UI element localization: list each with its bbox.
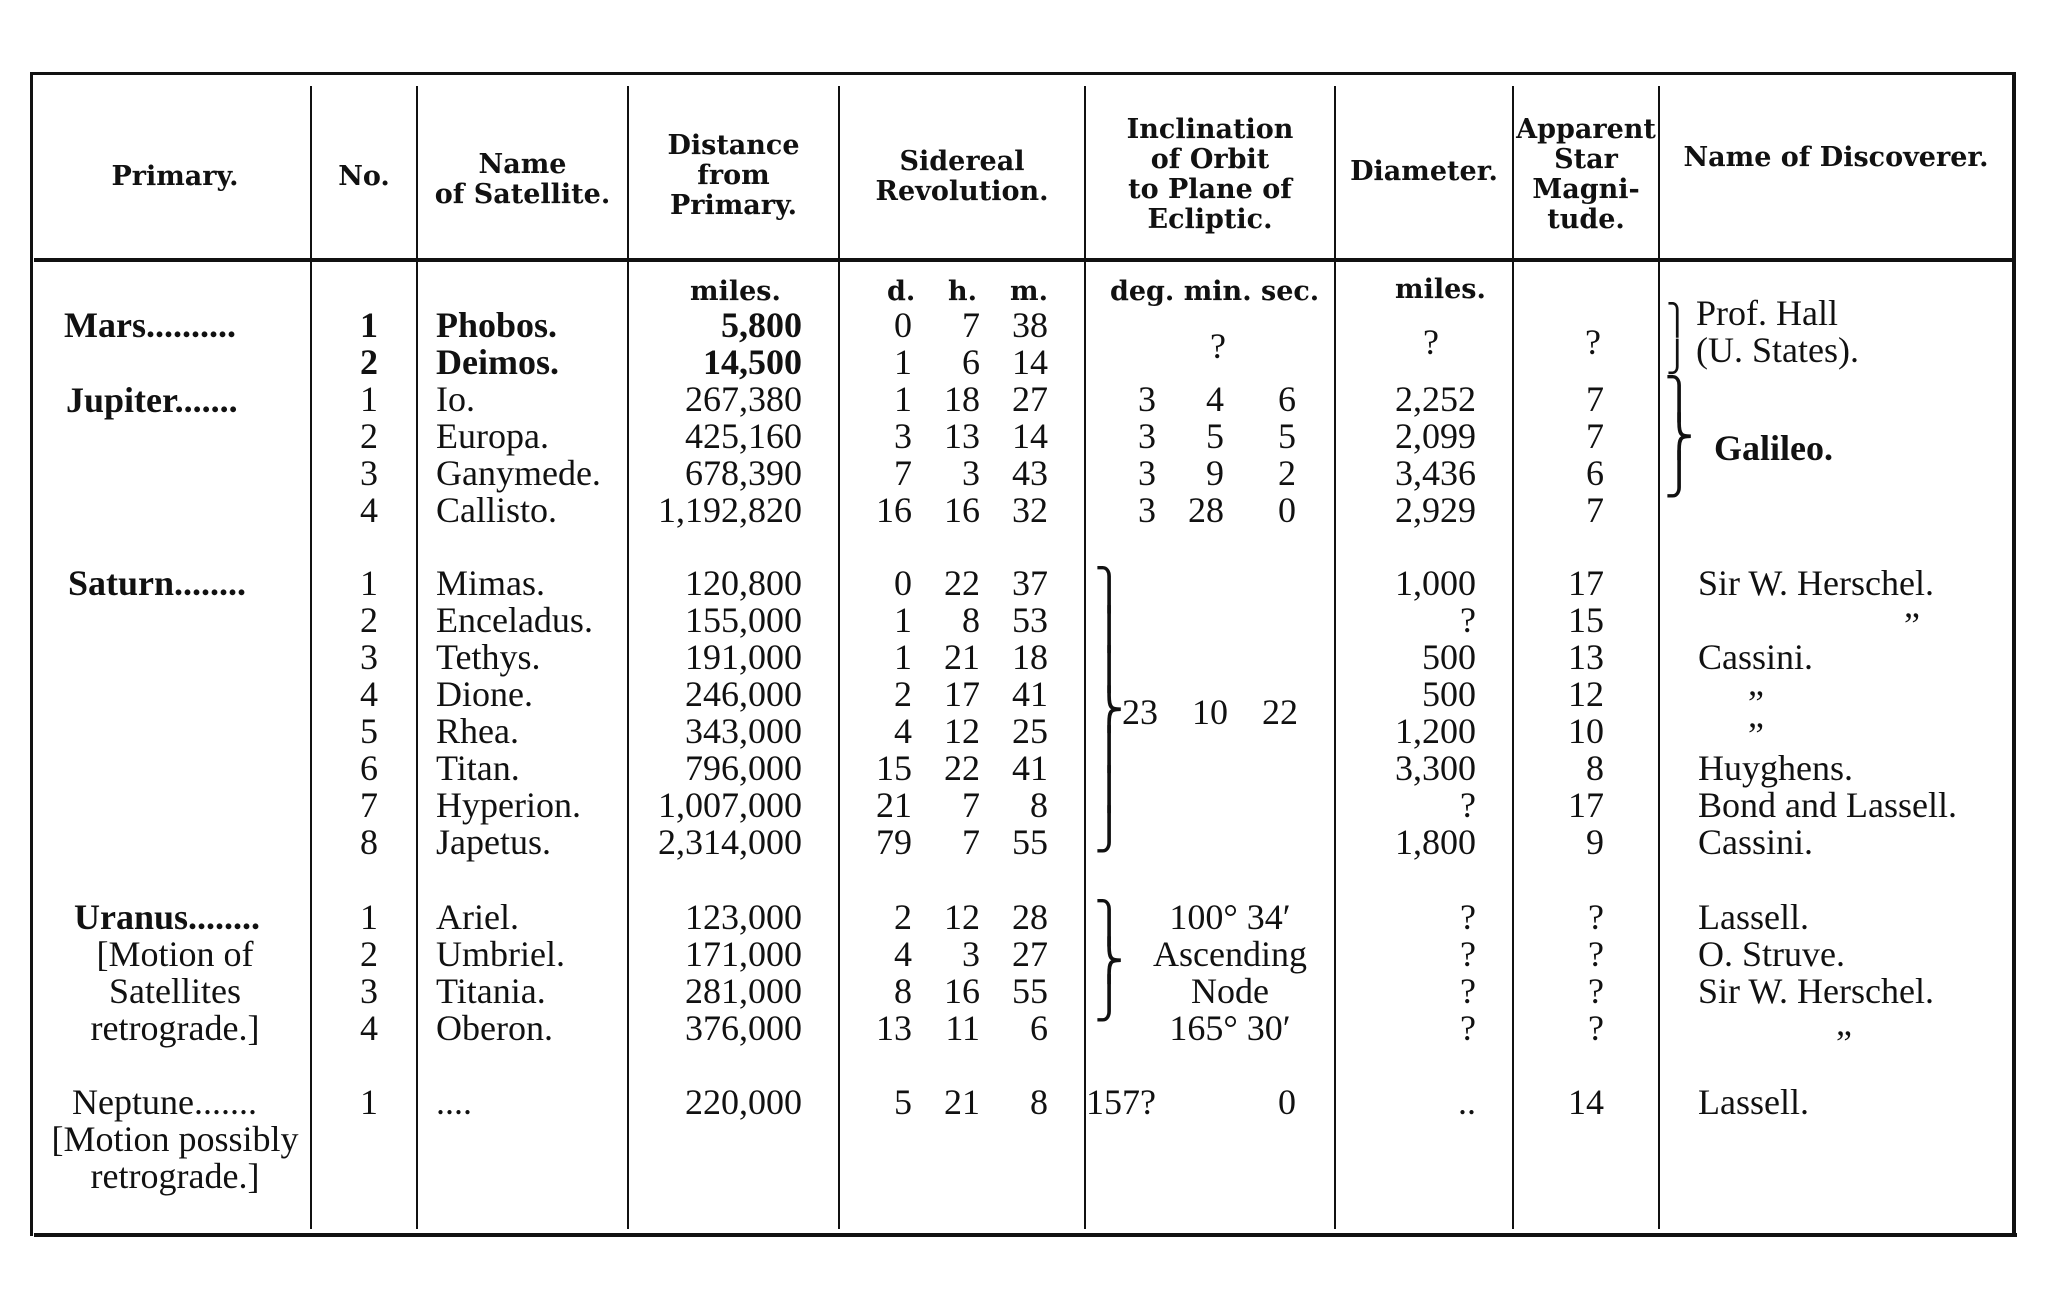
primary-uranus-note-2: Satellites [109, 971, 241, 1011]
cell-min: 28 [1188, 490, 1224, 530]
cell-no: 1 [360, 563, 378, 603]
cell-h: 7 [962, 785, 980, 825]
cell-disc: Sir W. Herschel. [1698, 971, 1934, 1011]
cell-no: 8 [360, 822, 378, 862]
cell-h: 7 [962, 305, 980, 345]
primary-neptune-note-1: [Motion possibly [51, 1119, 299, 1159]
cell-h: 22 [944, 563, 980, 603]
cell-diam: ? [1460, 897, 1476, 937]
cell-dist: 191,000 [685, 637, 802, 677]
cell-h: 12 [944, 897, 980, 937]
cell-d: 13 [876, 1008, 912, 1048]
cell-d: 21 [876, 785, 912, 825]
cell-diam: 2,929 [1395, 490, 1476, 530]
cell-mag: 7 [1586, 379, 1604, 419]
unit-distance: miles. [690, 276, 781, 307]
cell-deg: 3 [1138, 416, 1156, 456]
cell-d: 15 [876, 748, 912, 788]
cell-h: 22 [944, 748, 980, 788]
header-inclination-1: Inclination [1126, 114, 1294, 145]
cell-disc: Bond and Lassell. [1698, 785, 1957, 825]
header-primary: Primary. [111, 161, 239, 192]
cell-m: 37 [1012, 563, 1048, 603]
cell-no: 1 [360, 379, 378, 419]
cell-mag: 12 [1568, 674, 1604, 714]
header-discoverer: Name of Discoverer. [1683, 142, 1989, 173]
header-distance-3: Primary. [669, 190, 798, 221]
cell-h: 21 [944, 1082, 980, 1122]
saturn-incl-min: 10 [1192, 692, 1228, 732]
cell-no: 5 [360, 711, 378, 751]
cell-disc: Lassell. [1698, 1082, 1809, 1122]
cell-d: 1 [894, 342, 912, 382]
cell-no: 4 [360, 1008, 378, 1048]
cell-sec: 0 [1278, 490, 1296, 530]
cell-disc: Sir W. Herschel. [1698, 563, 1934, 603]
header-distance-2: from [697, 160, 770, 191]
cell-d: 16 [876, 490, 912, 530]
cell-dist: 123,000 [685, 897, 802, 937]
cell-no: 6 [360, 748, 378, 788]
cell-disc: Lassell. [1698, 897, 1809, 937]
cell-m: 27 [1012, 379, 1048, 419]
header-no: No. [338, 161, 390, 192]
saturn-ditto-3: ” [1748, 715, 1764, 755]
primary-neptune-note-2: retrograde.] [90, 1156, 260, 1196]
cell-diam: 2,252 [1395, 379, 1476, 419]
cell-m: 6 [1030, 1008, 1048, 1048]
primary-jupiter: Jupiter....... [66, 380, 238, 420]
uranus-ditto: ” [1836, 1023, 1852, 1063]
cell-mag: ? [1588, 934, 1604, 974]
cell-diam: 3,300 [1395, 748, 1476, 788]
cell-m: 32 [1012, 490, 1048, 530]
unit-hours: h. [948, 276, 978, 307]
cell-m: 27 [1012, 934, 1048, 974]
col-rule-1 [310, 86, 312, 1229]
cell-no: 3 [360, 637, 378, 677]
cell-name: Europa. [436, 416, 549, 456]
cell-d: 2 [894, 897, 912, 937]
mars-discoverer-1: Prof. Hall [1696, 293, 1838, 333]
cell-h: 6 [962, 342, 980, 382]
cell-dist: 2,314,000 [658, 822, 802, 862]
cell-no: 4 [360, 674, 378, 714]
cell-d: 5 [894, 1082, 912, 1122]
cell-mag: 6 [1586, 453, 1604, 493]
cell-mag: 7 [1586, 416, 1604, 456]
mars-inclination: ? [1210, 326, 1226, 366]
cell-d: 4 [894, 934, 912, 974]
cell-name: Umbriel. [436, 934, 565, 974]
cell-diam: 500 [1422, 637, 1476, 677]
cell-min: 5 [1206, 416, 1224, 456]
cell-h: 21 [944, 637, 980, 677]
col-rule-8 [1658, 86, 1660, 1229]
cell-m: 8 [1030, 785, 1048, 825]
cell-dist: 220,000 [685, 1082, 802, 1122]
cell-mag: 15 [1568, 600, 1604, 640]
cell-diam: ? [1460, 600, 1476, 640]
cell-diam: 1,200 [1395, 711, 1476, 751]
cell-min: 4 [1206, 379, 1224, 419]
cell-d: 8 [894, 971, 912, 1011]
cell-mag: 13 [1568, 637, 1604, 677]
header-inclination-4: Ecliptic. [1147, 204, 1273, 235]
cell-diam: ? [1460, 785, 1476, 825]
rule-right [2012, 72, 2016, 1236]
cell-m: 41 [1012, 674, 1048, 714]
cell-dist: 1,007,000 [658, 785, 802, 825]
cell-name: Titan. [436, 748, 520, 788]
cell-name: .... [436, 1082, 472, 1122]
cell-name: Phobos. [436, 305, 558, 345]
cell-name: Rhea. [436, 711, 519, 751]
uranus-brace-icon: ⎫ ⎬ ⎭ [1094, 900, 1124, 1022]
cell-m: 41 [1012, 748, 1048, 788]
saturn-incl-deg: 23 [1122, 692, 1158, 732]
cell-m: 28 [1012, 897, 1048, 937]
cell-name: Ganymede. [436, 453, 601, 493]
cell-mag: ? [1588, 971, 1604, 1011]
cell-no: 1 [360, 305, 378, 345]
header-name-1: Name [478, 149, 567, 180]
primary-uranus-note-1: [Motion of [96, 934, 254, 974]
cell-dist: 376,000 [685, 1008, 802, 1048]
primary-saturn: Saturn........ [68, 563, 247, 603]
cell-h: 17 [944, 674, 980, 714]
cell-deg: 157? [1086, 1082, 1156, 1122]
cell-d: 7 [894, 453, 912, 493]
cell-dist: 425,160 [685, 416, 802, 456]
cell-dist: 343,000 [685, 711, 802, 751]
cell-name: Titania. [436, 971, 546, 1011]
uranus-incl-4: 165° 30′ [1169, 1008, 1291, 1048]
col-rule-5 [1084, 86, 1086, 1229]
jupiter-discoverer: Galileo. [1714, 428, 1833, 468]
cell-dist: 796,000 [685, 748, 802, 788]
cell-m: 18 [1012, 637, 1048, 677]
cell-sec: 6 [1278, 379, 1296, 419]
cell-dist: 678,390 [685, 453, 802, 493]
header-name-2: of Satellite. [434, 179, 611, 210]
cell-min: 9 [1206, 453, 1224, 493]
cell-name: Enceladus. [436, 600, 593, 640]
cell-dist: 281,000 [685, 971, 802, 1011]
cell-diam: 3,436 [1395, 453, 1476, 493]
cell-mag: 17 [1568, 785, 1604, 825]
cell-h: 13 [944, 416, 980, 456]
header-sidereal-2: Revolution. [875, 176, 1049, 207]
cell-mag: ? [1588, 897, 1604, 937]
cell-name: Mimas. [436, 563, 546, 603]
cell-mag: 17 [1568, 563, 1604, 603]
cell-no: 2 [360, 416, 378, 456]
cell-m: 25 [1012, 711, 1048, 751]
cell-disc: Cassini. [1698, 637, 1814, 677]
cell-diam: ? [1460, 971, 1476, 1011]
cell-h: 12 [944, 711, 980, 751]
cell-h: 3 [962, 453, 980, 493]
saturn-incl-sec: 22 [1262, 692, 1298, 732]
saturn-brace-icon: ⎫ ⎪ ⎪ ⎬ ⎪ ⎪ ⎭ [1094, 567, 1124, 853]
cell-name: Hyperion. [436, 785, 581, 825]
cell-h: 3 [962, 934, 980, 974]
jupiter-brace-icon: ⎫ ⎬ ⎭ [1664, 376, 1694, 498]
col-rule-7 [1512, 86, 1514, 1229]
header-inclination-3: to Plane of [1128, 174, 1292, 205]
cell-dist: 246,000 [685, 674, 802, 714]
mars-magnitude: ? [1585, 322, 1601, 362]
cell-m: 38 [1012, 305, 1048, 345]
cell-diam: 1,000 [1395, 563, 1476, 603]
cell-h: 18 [944, 379, 980, 419]
mars-discoverer-2: (U. States). [1696, 330, 1859, 370]
cell-h: 8 [962, 600, 980, 640]
cell-m: 14 [1012, 416, 1048, 456]
cell-dist: 155,000 [685, 600, 802, 640]
cell-disc: O. Struve. [1698, 934, 1845, 974]
rule-bottom [34, 1233, 2017, 1237]
mars-diameter: ? [1423, 322, 1439, 362]
saturn-ditto-2: ” [1748, 683, 1764, 723]
primary-mars: Mars.......... [64, 305, 236, 345]
cell-deg: 3 [1138, 453, 1156, 493]
unit-minutes: m. [1010, 276, 1048, 307]
cell-d: 4 [894, 711, 912, 751]
unit-diameter: miles. [1395, 274, 1486, 305]
header-diameter: Diameter. [1350, 156, 1498, 187]
cell-no: 7 [360, 785, 378, 825]
cell-no: 3 [360, 971, 378, 1011]
cell-mag: 9 [1586, 822, 1604, 862]
cell-deg: 3 [1138, 379, 1156, 419]
cell-d: 79 [876, 822, 912, 862]
col-rule-6 [1334, 86, 1336, 1229]
cell-h: 16 [944, 971, 980, 1011]
cell-name: Deimos. [436, 342, 559, 382]
cell-diam: 1,800 [1395, 822, 1476, 862]
primary-uranus: Uranus........ [74, 897, 261, 937]
unit-days: d. [887, 276, 916, 307]
cell-mag: ? [1588, 1008, 1604, 1048]
cell-no: 1 [360, 897, 378, 937]
cell-no: 2 [360, 600, 378, 640]
cell-d: 2 [894, 674, 912, 714]
cell-m: 8 [1030, 1082, 1048, 1122]
cell-diam: ? [1460, 1008, 1476, 1048]
cell-deg: 3 [1138, 490, 1156, 530]
uranus-incl-3: Node [1191, 971, 1269, 1011]
col-rule-4 [838, 86, 840, 1229]
header-magnitude-2: Star [1554, 144, 1618, 175]
cell-sec: 2 [1278, 453, 1296, 493]
header-magnitude-4: tude. [1547, 204, 1625, 235]
cell-d: 0 [894, 563, 912, 603]
cell-dist: 1,192,820 [658, 490, 802, 530]
cell-name: Japetus. [436, 822, 551, 862]
header-inclination-2: of Orbit [1150, 144, 1270, 175]
cell-d: 3 [894, 416, 912, 456]
uranus-incl-1: 100° 34′ [1169, 897, 1291, 937]
cell-sec: 0 [1278, 1082, 1296, 1122]
saturn-ditto-1: ” [1904, 605, 1920, 645]
cell-no: 1 [360, 1082, 378, 1122]
cell-m: 55 [1012, 971, 1048, 1011]
cell-no: 2 [360, 342, 378, 382]
cell-d: 1 [894, 600, 912, 640]
header-distance-1: Distance [667, 130, 800, 161]
cell-no: 4 [360, 490, 378, 530]
cell-name: Tethys. [436, 637, 541, 677]
cell-mag: 14 [1568, 1082, 1604, 1122]
cell-diam: .. [1458, 1082, 1476, 1122]
mars-brace-icon: ⎫ ⎭ [1666, 303, 1689, 375]
cell-name: Dione. [436, 674, 533, 714]
cell-mag: 10 [1568, 711, 1604, 751]
cell-m: 55 [1012, 822, 1048, 862]
cell-d: 1 [894, 379, 912, 419]
cell-diam: 500 [1422, 674, 1476, 714]
cell-name: Callisto. [436, 490, 558, 530]
col-rule-2 [416, 86, 418, 1229]
cell-h: 7 [962, 822, 980, 862]
unit-inclination: deg. min. sec. [1110, 276, 1320, 307]
cell-dist: 171,000 [685, 934, 802, 974]
col-rule-3 [627, 86, 629, 1229]
header-sidereal-1: Sidereal [899, 146, 1025, 177]
uranus-incl-2: Ascending [1153, 934, 1307, 974]
cell-d: 0 [894, 305, 912, 345]
cell-dist: 5,800 [721, 305, 802, 345]
cell-dist: 14,500 [703, 342, 802, 382]
cell-diam: ? [1460, 934, 1476, 974]
cell-dist: 120,800 [685, 563, 802, 603]
primary-neptune: Neptune....... [72, 1082, 257, 1122]
cell-d: 1 [894, 637, 912, 677]
cell-disc: Huyghens. [1698, 748, 1853, 788]
cell-m: 53 [1012, 600, 1048, 640]
cell-no: 3 [360, 453, 378, 493]
header-magnitude-1: Apparent [1516, 114, 1656, 145]
rule-header [34, 258, 2012, 262]
rule-left [30, 72, 33, 1236]
rule-top [30, 72, 2016, 75]
header-magnitude-3: Magni- [1532, 174, 1640, 205]
cell-h: 11 [945, 1008, 980, 1048]
cell-h: 16 [944, 490, 980, 530]
cell-mag: 8 [1586, 748, 1604, 788]
cell-dist: 267,380 [685, 379, 802, 419]
cell-name: Oberon. [436, 1008, 553, 1048]
cell-m: 14 [1012, 342, 1048, 382]
cell-m: 43 [1012, 453, 1048, 493]
cell-sec: 5 [1278, 416, 1296, 456]
cell-name: Ariel. [436, 897, 519, 937]
cell-no: 2 [360, 934, 378, 974]
cell-diam: 2,099 [1395, 416, 1476, 456]
cell-mag: 7 [1586, 490, 1604, 530]
primary-uranus-note-3: retrograde.] [90, 1008, 260, 1048]
cell-name: Io. [436, 379, 475, 419]
cell-disc: Cassini. [1698, 822, 1814, 862]
